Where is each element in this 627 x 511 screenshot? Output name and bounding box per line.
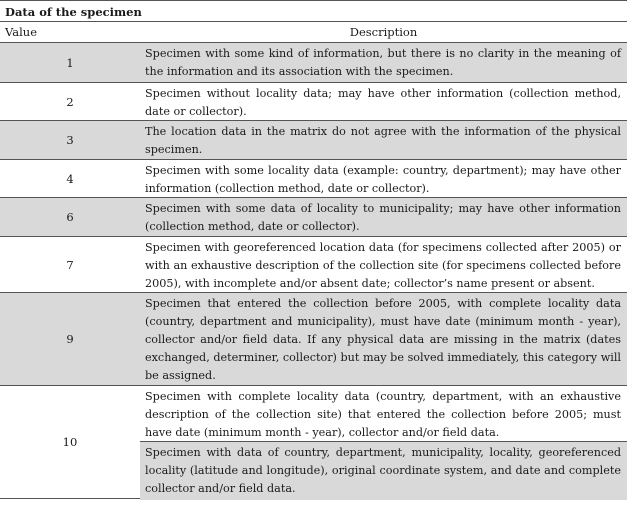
row-description: Specimen with complete locality data (country, department, with an exhaustive description of the collection site) that entered the collection before 2005; must have date (minimum month - year), collector and/or field data. xyxy=(140,386,627,442)
row-description: Specimen with georeferenced location data (for specimens collected after 2005) or with an exhaustive description of the collection site (for specimens collected before 2005), with incomplete and/or absent date; collector’s name present or absent. xyxy=(145,241,621,290)
row-description: Specimen with some locality data (example: country, department); may have other information (collection method, date or collector). xyxy=(145,164,621,195)
row-value: 2 xyxy=(66,94,74,109)
table-row xyxy=(0,386,627,499)
row-value: 6 xyxy=(66,210,74,224)
row-value: 4 xyxy=(66,171,74,186)
row-description-group xyxy=(140,386,627,498)
row-description: Specimen with some kind of information, but there is no clarity in the meaning of the information and its association with the specimen. xyxy=(145,47,621,78)
table-row xyxy=(0,43,627,83)
row-value: 10 xyxy=(62,435,78,449)
table-row xyxy=(0,237,627,293)
row-description: Specimen with some data of locality to municipality; may have other information (collection method, date or collector). xyxy=(145,202,621,233)
row-description: Specimen with data of country, department, municipality, locality, georeferenced locality (latitude and longitude), original coordinate system, and date and complete collector and/or field data. xyxy=(140,442,627,500)
table-row xyxy=(0,198,627,237)
row-value: 9 xyxy=(66,332,74,346)
header-description: Description xyxy=(349,25,418,39)
table-row xyxy=(0,160,627,198)
row-value: 3 xyxy=(66,133,74,147)
table-row xyxy=(0,83,627,121)
row-description: Specimen without locality data; may have other information (collection method, date or collector). xyxy=(145,87,621,118)
table-title: Data of the specimen xyxy=(0,0,627,22)
table-row xyxy=(0,293,627,386)
table-header xyxy=(0,22,627,43)
header-value: Value xyxy=(5,25,37,39)
row-description: The location data in the matrix do not agree with the information of the physical specimen. xyxy=(145,125,621,156)
table-row xyxy=(0,121,627,160)
row-value: 7 xyxy=(66,257,74,272)
row-description: Specimen that entered the collection before 2005, with complete locality data (country, department and municipality), must have date (minimum month - year), collector and/or field data. If any physical data are missing in the matrix (dates exchanged, determiner, collector) but may be solved immediately, this category will be assigned. xyxy=(145,297,621,382)
row-value: 1 xyxy=(66,55,74,70)
